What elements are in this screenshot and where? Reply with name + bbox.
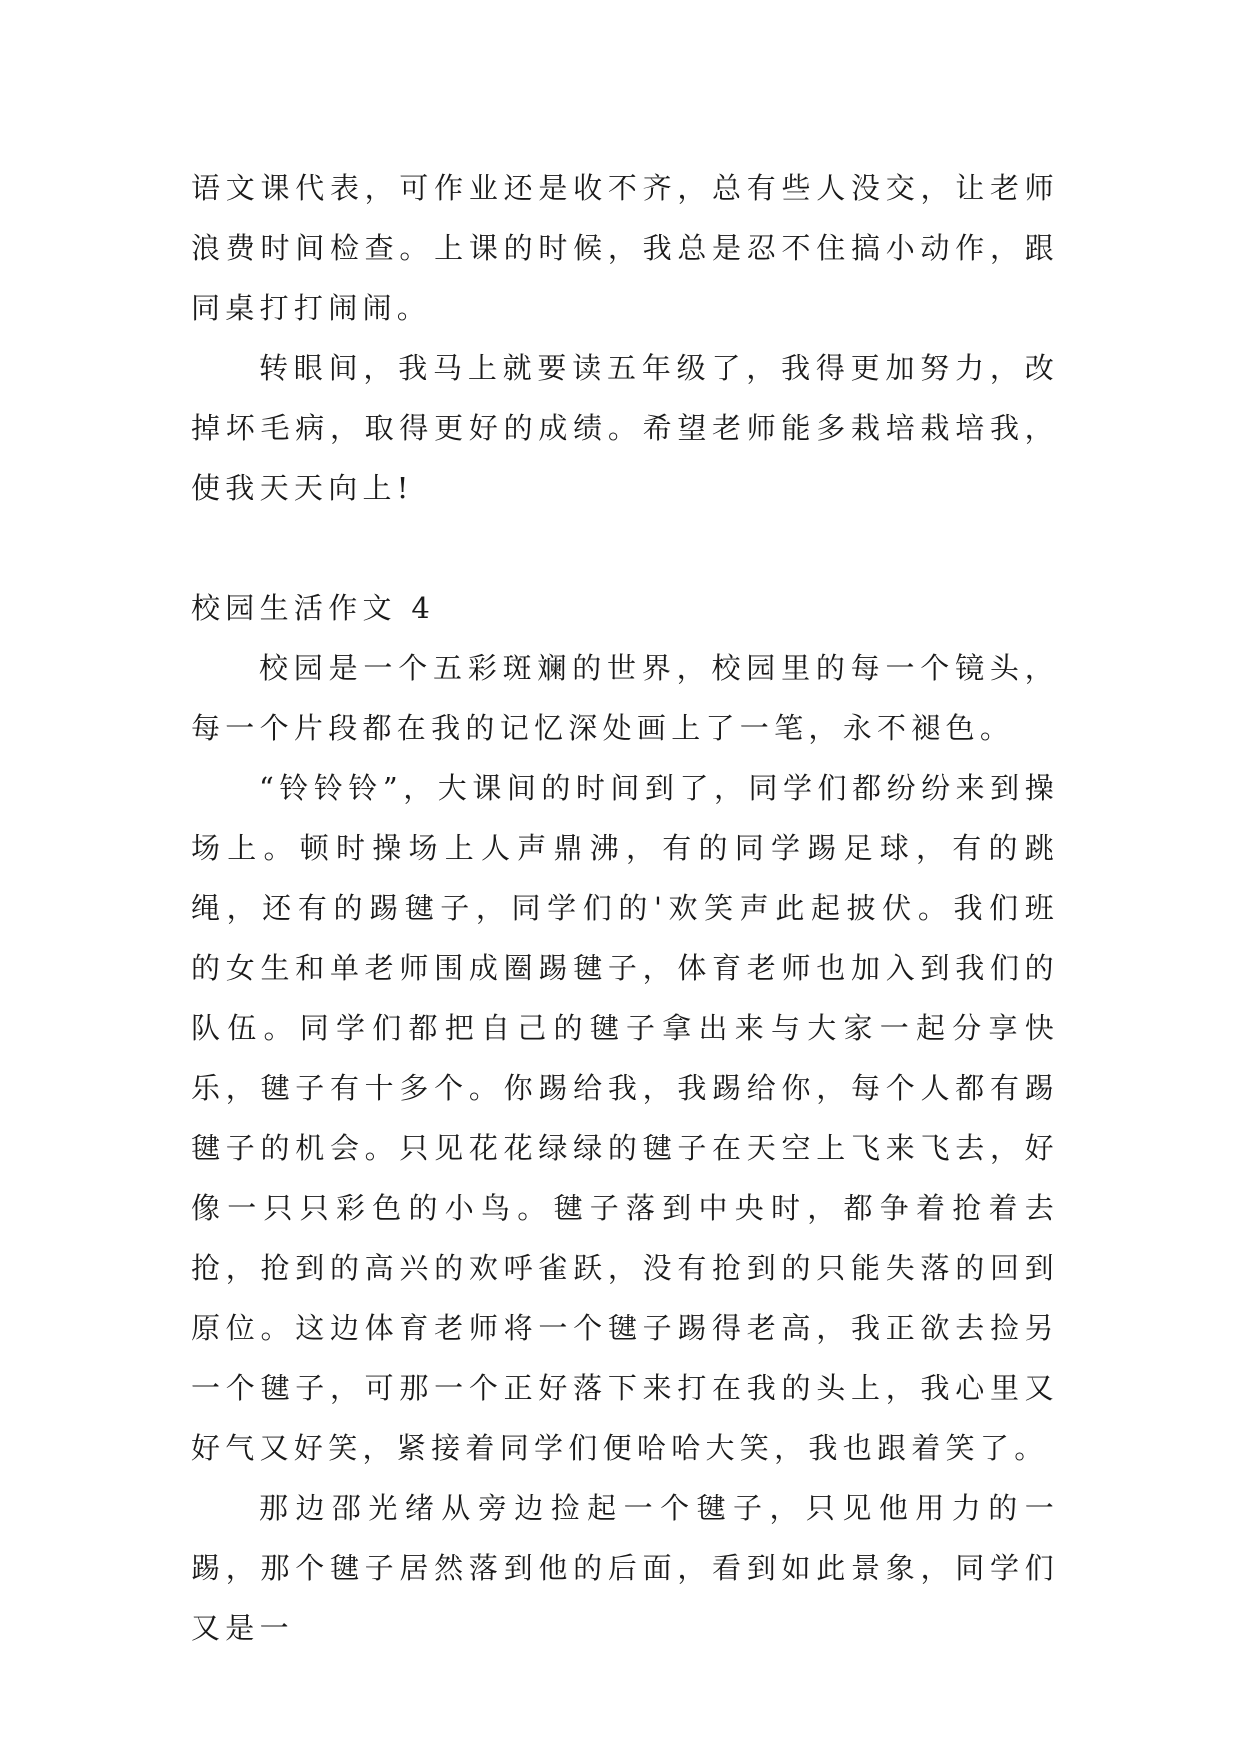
paragraph-break-time: “铃铃铃”，大课间的时间到了，同学们都纷纷来到操场上。顿时操场上人声鼎沸，有的同学踢足球，有的跳绳，还有的踢毽子，同学们的'欢笑声此起披伏。我们班的女生和单老师围成圈踢毽子，体育老师也加入到我们的队伍。同学们都把自己的毽子拿出来与大家一起分享快乐，毽子有十多个。你踢给我，我踢给你，每个人都有踢毽子的机会。只见花花绿绿的毽子在天空上飞来飞去，好像一只只彩色的小鸟。毽子落到中央时，都争着抢着去抢，抢到的高兴的欢呼雀跃，没有抢到的只能失落的回到原位。这边体育老师将一个毽子踢得老高，我正欲去捡另一个毽子，可那一个正好落下来打在我的头上，我心里又好气又好笑，紧接着同学们便哈哈大笑，我也跟着笑了。	[191, 771, 1059, 1465]
document-page	[191, 158, 1059, 1658]
paragraph-homework: 语文课代表，可作业还是收不齐，总有些人没交，让老师浪费时间检查。上课的时候，我总是忍不住搞小动作，跟同桌打打闹闹。	[191, 171, 1059, 325]
paragraph-campus-world: 校园是一个五彩斑斓的世界，校园里的每一个镜头，每一个片段都在我的记忆深处画上了一笔，永不褪色。	[191, 651, 1059, 745]
paragraph-fifth-grade: 转眼间，我马上就要读五年级了，我得更加努力，改掉坏毛病，取得更好的成绩。希望老师能多栽培栽培我，使我天天向上!	[191, 351, 1059, 505]
paragraph-shao-guangxu: 那边邵光绪从旁边捡起一个毽子，只见他用力的一踢，那个毽子居然落到他的后面，看到如此景象，同学们又是一	[191, 1491, 1059, 1645]
section-title: 校园生活作文 4	[191, 591, 436, 625]
